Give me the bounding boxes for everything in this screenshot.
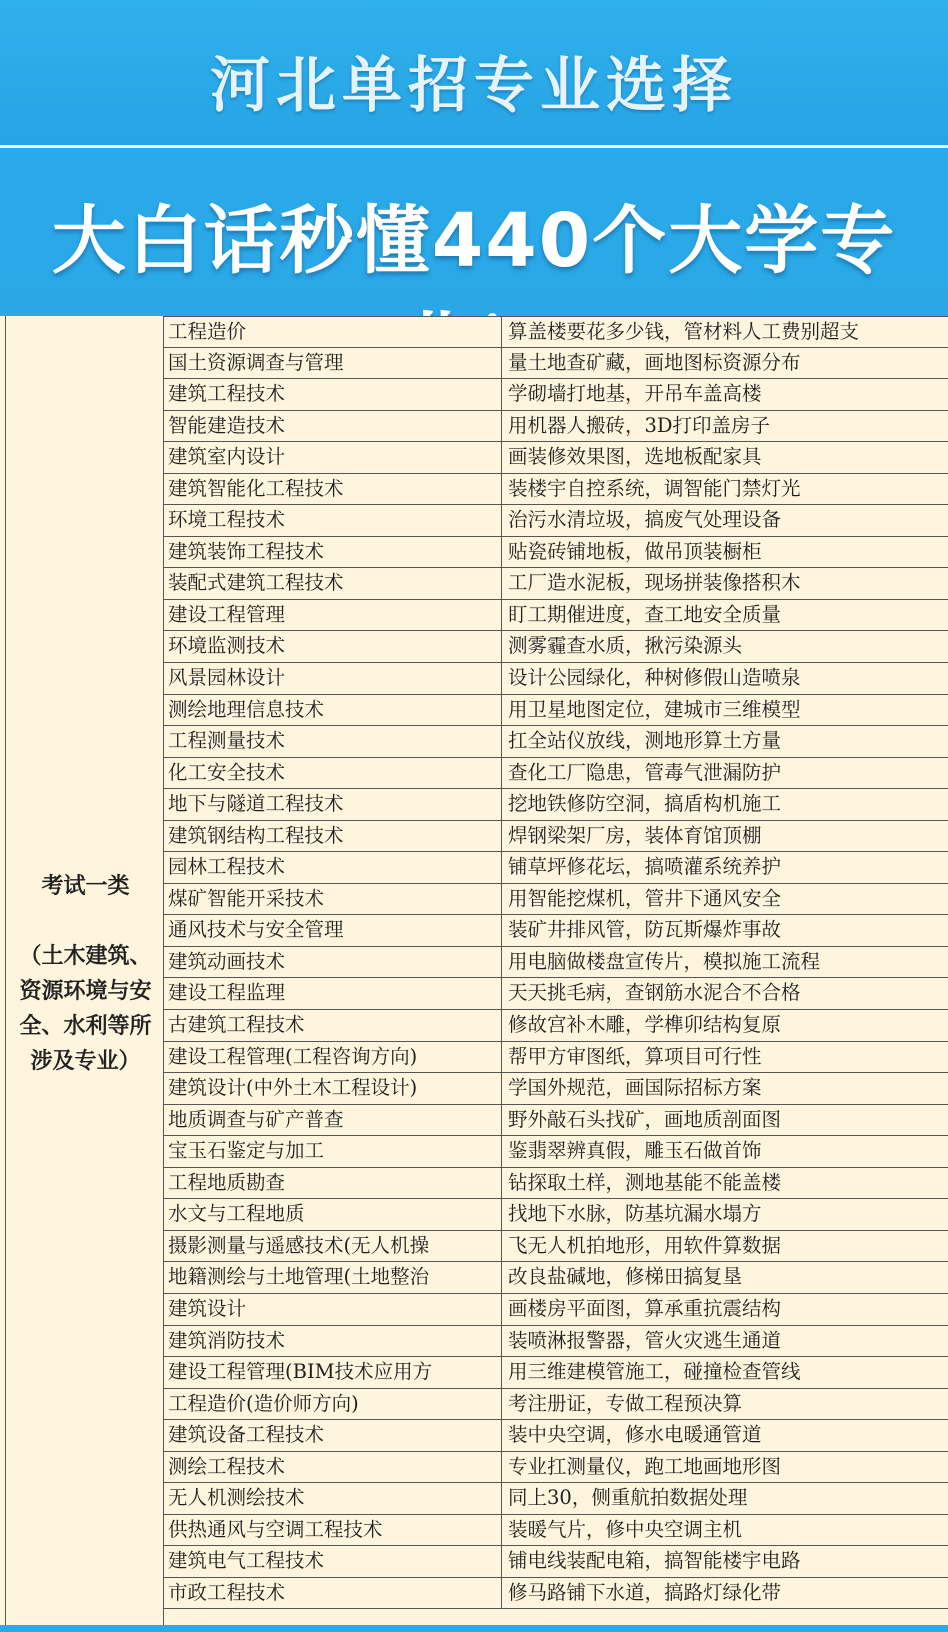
major-description-cell: 用智能挖煤机，管井下通风安全 xyxy=(508,886,782,910)
major-name-cell: 建设工程管理 xyxy=(164,600,502,631)
table-row xyxy=(164,726,948,758)
header-banner xyxy=(0,0,948,312)
table-row xyxy=(164,1168,948,1200)
major-description-cell: 画楼房平面图，算承重抗震结构 xyxy=(508,1296,782,1320)
major-description-cell: 装喷淋报警器，管火灾逃生通道 xyxy=(508,1328,782,1352)
table-row xyxy=(164,1105,948,1137)
major-name-cell: 古建筑工程技术 xyxy=(164,1010,502,1041)
major-name-cell: 地籍测绘与土地管理(土地整治 xyxy=(164,1262,502,1293)
page-title: 大白话秒懂440个大学专 xyxy=(51,198,897,284)
major-name-cell: 宝玉石鉴定与加工 xyxy=(164,1136,502,1167)
major-description-cell: 学砌墙打地基，开吊车盖高楼 xyxy=(508,382,762,406)
table-row xyxy=(164,631,948,663)
table-row xyxy=(164,1546,948,1578)
major-description-cell: 铺草坪修花坛，搞喷灌系统养护 xyxy=(508,855,782,879)
table-row xyxy=(164,947,948,979)
table-row xyxy=(164,1231,948,1263)
table-row xyxy=(164,789,948,821)
major-name-cell: 建筑设计 xyxy=(164,1294,502,1325)
table-row xyxy=(164,1389,948,1421)
major-description-cell: 帮甲方审图纸，算项目可行性 xyxy=(508,1044,762,1068)
major-description-cell: 用电脑做楼盘宣传片，模拟施工流程 xyxy=(508,949,821,973)
table-row xyxy=(164,1010,948,1042)
major-description-cell: 测雾霾查水质，揪污染源头 xyxy=(508,634,743,658)
major-description-cell: 考注册证，专做工程预决算 xyxy=(508,1391,743,1415)
major-name-cell: 风景园林设计 xyxy=(164,663,502,694)
major-description-cell: 设计公园绿化，种树修假山造喷泉 xyxy=(508,666,801,690)
major-description-cell: 修马路铺下水道，搞路灯绿化带 xyxy=(508,1580,782,1604)
major-name-cell: 工程地质勘查 xyxy=(164,1168,502,1199)
major-name-cell: 建筑消防技术 xyxy=(164,1326,502,1357)
table-row xyxy=(164,1199,948,1231)
major-name-cell: 建筑设备工程技术 xyxy=(164,1420,502,1451)
major-name-cell: 装配式建筑工程技术 xyxy=(164,568,502,599)
table-row xyxy=(164,442,948,474)
table-row xyxy=(164,663,948,695)
major-name-cell: 工程测量技术 xyxy=(164,726,502,757)
major-name-cell: 建筑电气工程技术 xyxy=(164,1546,502,1577)
table-row xyxy=(164,978,948,1010)
major-description-cell: 铺电线装配电箱，搞智能楼宇电路 xyxy=(508,1549,801,1573)
major-description-cell: 盯工期催进度，查工地安全质量 xyxy=(508,602,782,626)
table-rows xyxy=(164,316,948,1609)
major-name-cell: 建筑设计(中外土木工程设计) xyxy=(164,1073,502,1104)
major-description-cell: 用机器人搬砖，3D打印盖房子 xyxy=(508,413,771,437)
major-description-cell: 贴瓷砖铺地板，做吊顶装橱柜 xyxy=(508,539,762,563)
table-row xyxy=(164,1073,948,1105)
major-name-cell: 地下与隧道工程技术 xyxy=(164,789,502,820)
major-description-cell: 查化工厂隐患，管毒气泄漏防护 xyxy=(508,760,782,784)
category-detail: （土木建筑、资源环境与安全、水利等所涉及专业） xyxy=(19,943,152,1074)
bottom-strip xyxy=(0,1625,948,1632)
table-row xyxy=(164,884,948,916)
table-row xyxy=(164,1483,948,1515)
major-description-cell: 找地下水脉，防基坑漏水塌方 xyxy=(508,1202,762,1226)
major-description-cell: 天天挑毛病，查钢筋水泥合不合格 xyxy=(508,981,801,1005)
major-description-cell: 专业扛测量仪，跑工地画地形图 xyxy=(508,1454,782,1478)
table-row xyxy=(164,1136,948,1168)
major-name-cell: 工程造价(造价师方向) xyxy=(164,1389,502,1420)
table-row xyxy=(164,474,948,506)
major-description-cell: 飞无人机拍地形，用软件算数据 xyxy=(508,1233,782,1257)
major-description-cell: 用卫星地图定位，建城市三维模型 xyxy=(508,697,801,721)
table-row xyxy=(164,348,948,380)
table-row xyxy=(164,411,948,443)
major-description-cell: 装中央空调，修水电暖通管道 xyxy=(508,1423,762,1447)
category-cell xyxy=(5,316,164,1632)
major-description-cell: 挖地铁修防空洞，搞盾构机施工 xyxy=(508,792,782,816)
major-name-cell: 建筑装饰工程技术 xyxy=(164,537,502,568)
table-row xyxy=(164,695,948,727)
majors-table xyxy=(0,316,948,1632)
table-row xyxy=(164,852,948,884)
major-name-cell: 建筑工程技术 xyxy=(164,379,502,410)
major-name-cell: 建设工程管理(BIM技术应用方 xyxy=(164,1357,502,1388)
table-row xyxy=(164,1515,948,1547)
major-name-cell: 环境监测技术 xyxy=(164,631,502,662)
major-name-cell: 通风技术与安全管理 xyxy=(164,915,502,946)
major-description-cell: 装暖气片，修中央空调主机 xyxy=(508,1517,743,1541)
table-row xyxy=(164,1452,948,1484)
major-name-cell: 环境工程技术 xyxy=(164,505,502,536)
table-row xyxy=(164,505,948,537)
major-description-cell: 学国外规范，画国际招标方案 xyxy=(508,1076,762,1100)
major-name-cell: 国土资源调查与管理 xyxy=(164,348,502,379)
major-name-cell: 建筑室内设计 xyxy=(164,442,502,473)
major-name-cell: 测绘工程技术 xyxy=(164,1452,502,1483)
major-name-cell: 水文与工程地质 xyxy=(164,1199,502,1230)
table-row xyxy=(164,379,948,411)
major-name-cell: 供热通风与空调工程技术 xyxy=(164,1515,502,1546)
major-name-cell: 摄影测量与遥感技术(无人机操 xyxy=(164,1231,502,1262)
major-name-cell: 建设工程监理 xyxy=(164,978,502,1009)
major-description-cell: 量土地查矿藏，画地图标资源分布 xyxy=(508,350,801,374)
table-row xyxy=(164,1578,948,1610)
category-text xyxy=(14,869,157,1079)
table-row xyxy=(164,1357,948,1389)
major-name-cell: 智能建造技术 xyxy=(164,411,502,442)
major-description-cell: 工厂造水泥板，现场拼装像搭积木 xyxy=(508,571,801,595)
major-description-cell: 钻探取土样，测地基能不能盖楼 xyxy=(508,1170,782,1194)
major-name-cell: 工程造价 xyxy=(164,317,502,347)
table-row xyxy=(164,600,948,632)
table-row xyxy=(164,1042,948,1074)
major-description-cell: 用三维建模管施工，碰撞检查管线 xyxy=(508,1360,801,1384)
major-description-cell: 野外敲石头找矿，画地质剖面图 xyxy=(508,1107,782,1131)
major-name-cell: 建筑钢结构工程技术 xyxy=(164,821,502,852)
major-name-cell: 建设工程管理(工程咨询方向) xyxy=(164,1042,502,1073)
major-name-cell: 煤矿智能开采技术 xyxy=(164,884,502,915)
major-name-cell: 市政工程技术 xyxy=(164,1578,502,1609)
major-description-cell: 同上30，侧重航拍数据处理 xyxy=(508,1486,748,1510)
table-row xyxy=(164,1326,948,1358)
major-description-cell: 焊钢梁架厂房，装体育馆顶棚 xyxy=(508,823,762,847)
major-description-cell: 改良盐碱地，修梯田搞复垦 xyxy=(508,1265,743,1289)
table-row xyxy=(164,821,948,853)
table-row xyxy=(164,1294,948,1326)
table-row xyxy=(164,568,948,600)
table-row xyxy=(164,758,948,790)
major-name-cell: 建筑动画技术 xyxy=(164,947,502,978)
major-name-cell: 测绘地理信息技术 xyxy=(164,695,502,726)
table-row xyxy=(164,316,948,348)
major-description-cell: 装楼宇自控系统，调智能门禁灯光 xyxy=(508,476,801,500)
major-name-cell: 无人机测绘技术 xyxy=(164,1483,502,1514)
major-description-cell: 修故宫补木雕，学榫卯结构复原 xyxy=(508,1013,782,1037)
major-name-cell: 地质调查与矿产普查 xyxy=(164,1105,502,1136)
major-name-cell: 建筑智能化工程技术 xyxy=(164,474,502,505)
table-row xyxy=(164,1262,948,1294)
page-subtitle: 河北单招专业选择 xyxy=(210,51,738,121)
major-description-cell: 装矿井排风管，防瓦斯爆炸事故 xyxy=(508,918,782,942)
major-description-cell: 鉴翡翠辨真假，雕玉石做首饰 xyxy=(508,1139,762,1163)
major-description-cell: 算盖楼要花多少钱，管材料人工费别超支 xyxy=(508,320,860,343)
table-row xyxy=(164,1420,948,1452)
major-description-cell: 画装修效果图，选地板配家具 xyxy=(508,445,762,469)
major-name-cell: 化工安全技术 xyxy=(164,758,502,789)
category-name: 考试一类 xyxy=(41,873,130,899)
table-row xyxy=(164,915,948,947)
major-description-cell: 扛全站仪放线，测地形算土方量 xyxy=(508,729,782,753)
major-description-cell: 治污水清垃圾，搞废气处理设备 xyxy=(508,508,782,532)
table-row xyxy=(164,537,948,569)
major-name-cell: 园林工程技术 xyxy=(164,852,502,883)
